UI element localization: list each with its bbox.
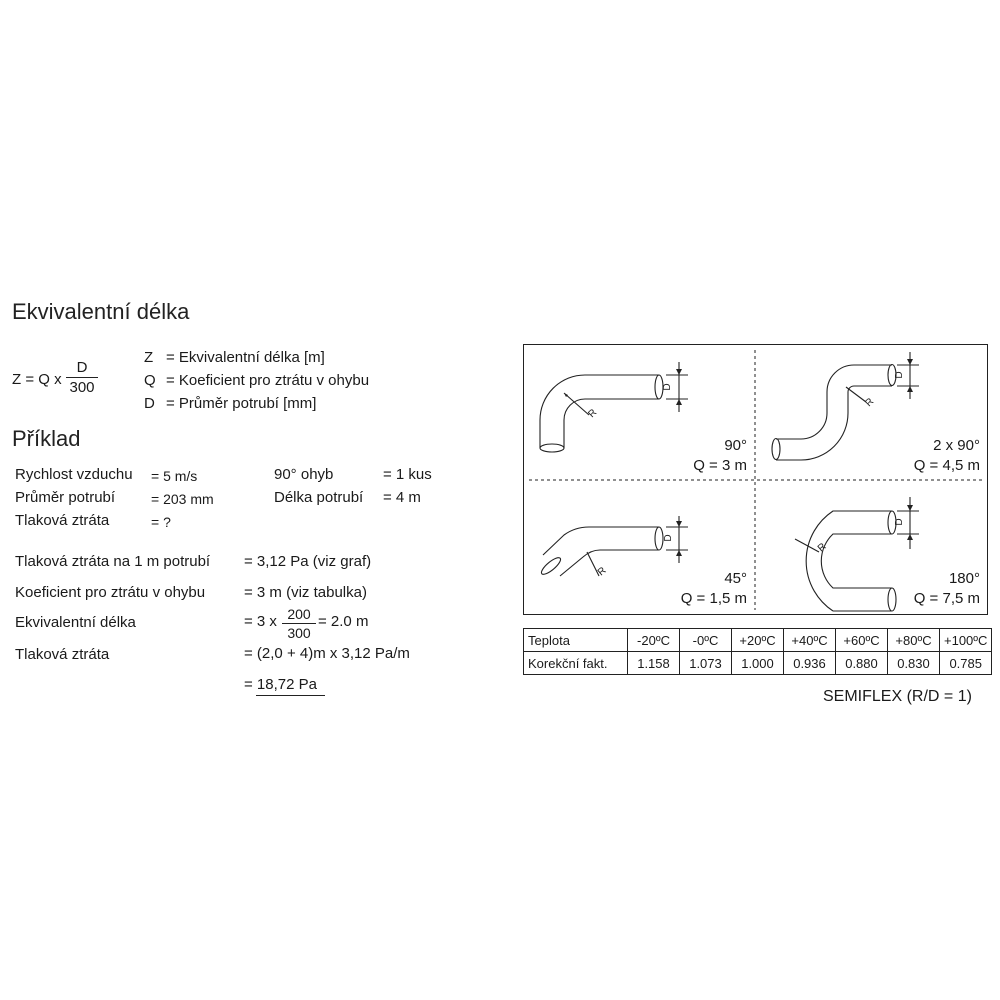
bend-90-drawing [540, 362, 688, 452]
param-value: = ? [151, 514, 171, 530]
calc-numerator: 200 [282, 606, 316, 624]
bend-2x90-d-label: D [894, 371, 905, 379]
bend-180-d-label: D [894, 518, 905, 526]
table-cell: -20ºC [628, 629, 680, 652]
bend-90-r-label: R [586, 407, 600, 421]
bend-90-q: Q = 3 m [693, 457, 747, 474]
product-caption: SEMIFLEX (R/D = 1) [823, 688, 972, 705]
table-row [524, 652, 992, 675]
bend-45-q: Q = 1,5 m [680, 590, 747, 607]
bend-2x90-drawing [772, 352, 919, 460]
calc-value: = (2,0 + 4)m x 3,12 Pa/m [244, 645, 410, 662]
bend-45-d-label: D [663, 534, 674, 542]
calc-label: Koeficient pro ztrátu v ohybu [15, 584, 206, 601]
legend-text: = Ekvivalentní délka [m] [166, 349, 325, 366]
legend-text: = Koeficient pro ztrátu v ohybu [166, 372, 370, 389]
formula-numerator: D [66, 359, 98, 378]
bend-2x90-r-label: R [863, 396, 877, 410]
bend-45-drawing [539, 516, 688, 577]
table-cell: 0.785 [940, 652, 992, 675]
table-cell: +20ºC [732, 629, 784, 652]
formula-fraction [66, 359, 98, 396]
calc-value: = 3 m (viz tabulka) [244, 584, 367, 601]
bend-90-d-label: D [662, 383, 673, 391]
calc-label: Tlaková ztráta [15, 646, 110, 663]
calc-denominator: 300 [287, 625, 311, 641]
page-title: Ekvivalentní délka [12, 299, 190, 324]
table-cell: -0ºC [680, 629, 732, 652]
table-cell: +60ºC [836, 629, 888, 652]
param-value: = 203 mm [151, 491, 214, 507]
table-row [524, 629, 992, 652]
param-value: = 4 m [383, 489, 421, 506]
formula-denominator: 300 [69, 379, 95, 396]
param-label: Průměr potrubí [15, 489, 116, 506]
table-cell: 0.880 [836, 652, 888, 675]
bend-diagram [523, 344, 988, 615]
calc-prefix: = 3 x [244, 613, 277, 630]
bend-2x90-q: Q = 4,5 m [913, 457, 980, 474]
table-cell: 1.073 [680, 652, 732, 675]
table-cell: +40ºC [784, 629, 836, 652]
correction-table [523, 628, 992, 675]
calc-label: Ekvivalentní délka [15, 614, 136, 631]
param-label: Rychlost vzduchu [15, 466, 133, 483]
table-row-label: Korekční fakt. [524, 652, 628, 675]
legend-symbol: Z [144, 349, 154, 366]
bend-180-drawing [795, 497, 919, 611]
param-value: = 1 kus [383, 466, 432, 483]
result-underline [256, 695, 325, 696]
param-value: = 5 m/s [151, 468, 198, 484]
bend-45-r-label: R [595, 565, 609, 579]
calc-suffix: = 2.0 m [318, 613, 369, 630]
bend-180-r-label: R [815, 541, 829, 555]
table-cell: 1.000 [732, 652, 784, 675]
calc-value: = 3,12 Pa (viz graf) [244, 553, 372, 570]
calc-result: = 18,72 Pa [244, 676, 317, 693]
example-heading: Příklad [12, 426, 81, 451]
formula-lhs: Z = Q x [12, 371, 62, 388]
bend-180-angle: 180° [948, 570, 980, 587]
table-cell: +100ºC [940, 629, 992, 652]
param-label: Délka potrubí [274, 489, 364, 506]
table-header-label: Teplota [524, 629, 628, 652]
legend-symbol: D [144, 395, 155, 412]
param-label: 90° ohyb [274, 466, 334, 483]
table-cell: +80ºC [888, 629, 940, 652]
legend-symbol: Q [144, 372, 156, 389]
bend-180-q: Q = 7,5 m [913, 590, 980, 607]
bend-45-angle: 45° [724, 570, 747, 587]
calc-label: Tlaková ztráta na 1 m potrubí [15, 553, 211, 570]
calc-fraction [282, 606, 316, 641]
table-cell: 1.158 [628, 652, 680, 675]
table-cell: 0.936 [784, 652, 836, 675]
legend-text: = Průměr potrubí [mm] [166, 395, 317, 412]
table-cell: 0.830 [888, 652, 940, 675]
bend-90-angle: 90° [724, 437, 747, 454]
bend-2x90-angle: 2 x 90° [933, 437, 980, 454]
param-label: Tlaková ztráta [15, 512, 110, 529]
